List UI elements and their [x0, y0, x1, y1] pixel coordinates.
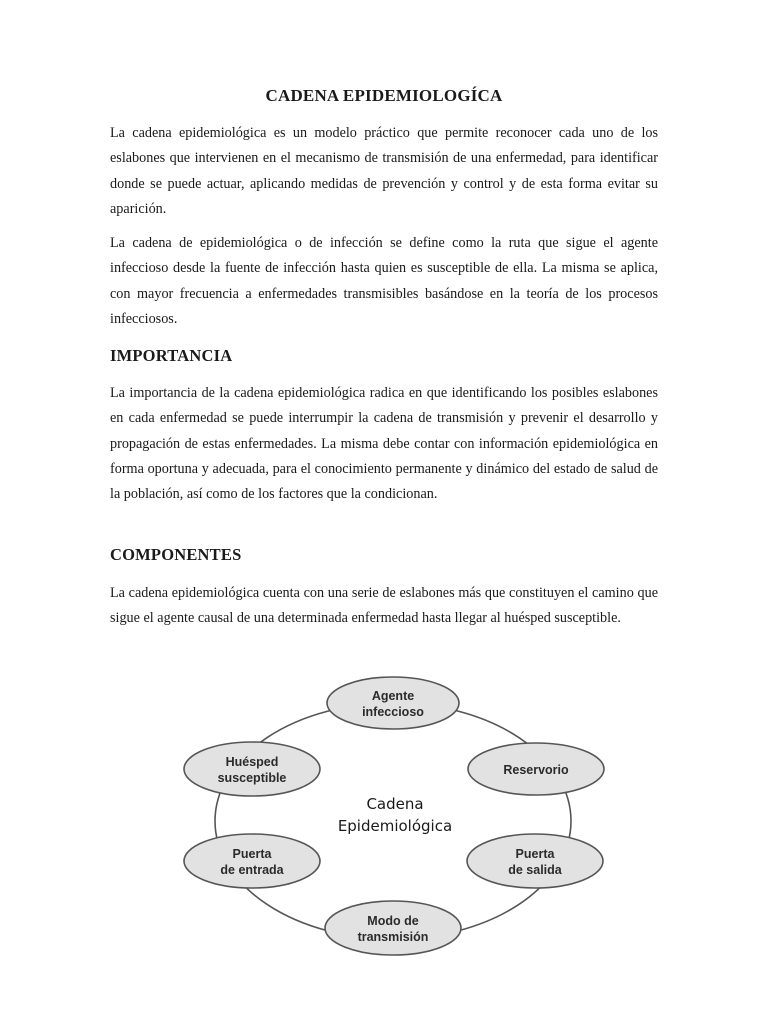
- chain-diagram-svg: [180, 670, 620, 970]
- node-entrada-line-2: de entrada: [220, 863, 284, 877]
- section-text-importancia: La importancia de la cadena epidemiológica radica en que identificando los posibles eslabones en cada enfermedad se puede interrumpir la cadena de transmisión y prevenir el desarrollo y propagación de estas enfermedades. La misma debe contar con información epidemiológica en forma oportuna y adecuada, para el conocimiento permanente y dinámico del estado de salud de la población, así como de los factores que la condicionan.: [110, 385, 658, 503]
- node-salida-line-1: Puerta: [515, 847, 555, 861]
- epidemiological-chain-diagram: [180, 670, 620, 970]
- node-modo-de-transmision: [325, 901, 461, 955]
- intro-paragraph-1: La cadena epidemiológica es un modelo práctico que permite reconocer cada uno de los eslabones que intervienen en el mecanismo de transmisión de una enfermedad, para identificar donde se puede actuar, aplicando medidas de prevención y control y de esta forma evitar su aparición.: [110, 125, 658, 217]
- node-modo-line-1: Modo de: [367, 914, 419, 928]
- center-label-line-1: Cadena: [366, 795, 424, 813]
- section-heading-componentes: COMPONENTES: [110, 545, 242, 564]
- node-agente-infeccioso: [327, 677, 459, 729]
- center-label-line-2: Epidemiológica: [337, 817, 453, 835]
- node-agente-line-2: infeccioso: [362, 705, 424, 719]
- document-title: CADENA EPIDEMIOLOGÍCA: [265, 86, 503, 105]
- node-reservorio: [468, 743, 604, 795]
- section-text-componentes: La cadena epidemiológica cuenta con una serie de eslabones más que constituyen el camino que sigue el agente causal de una determinada enfermedad hasta llegar al huésped susceptible.: [110, 585, 658, 627]
- node-puerta-de-salida: [467, 834, 603, 888]
- node-salida-line-2: de salida: [508, 863, 562, 877]
- node-puerta-de-entrada: [184, 834, 320, 888]
- node-entrada-line-1: Puerta: [232, 847, 272, 861]
- node-agente-line-1: Agente: [371, 689, 415, 703]
- intro-paragraph-2: La cadena de epidemiológica o de infección se define como la ruta que sigue el agente infeccioso desde la fuente de infección hasta quien es susceptible de ella. La misma se aplica, con mayor frecuencia a enfermedades transmisibles basándose en la teoría de los procesos infecciosos.: [110, 235, 658, 327]
- node-huesped-susceptible: [184, 742, 320, 796]
- node-reservorio-line-1: Reservorio: [503, 763, 569, 777]
- node-huesped-line-1: Huésped: [225, 755, 279, 769]
- node-huesped-line-2: susceptible: [217, 771, 287, 785]
- node-modo-line-2: transmisión: [357, 930, 429, 944]
- center-label: [338, 795, 452, 835]
- section-heading-importancia: IMPORTANCIA: [110, 346, 233, 365]
